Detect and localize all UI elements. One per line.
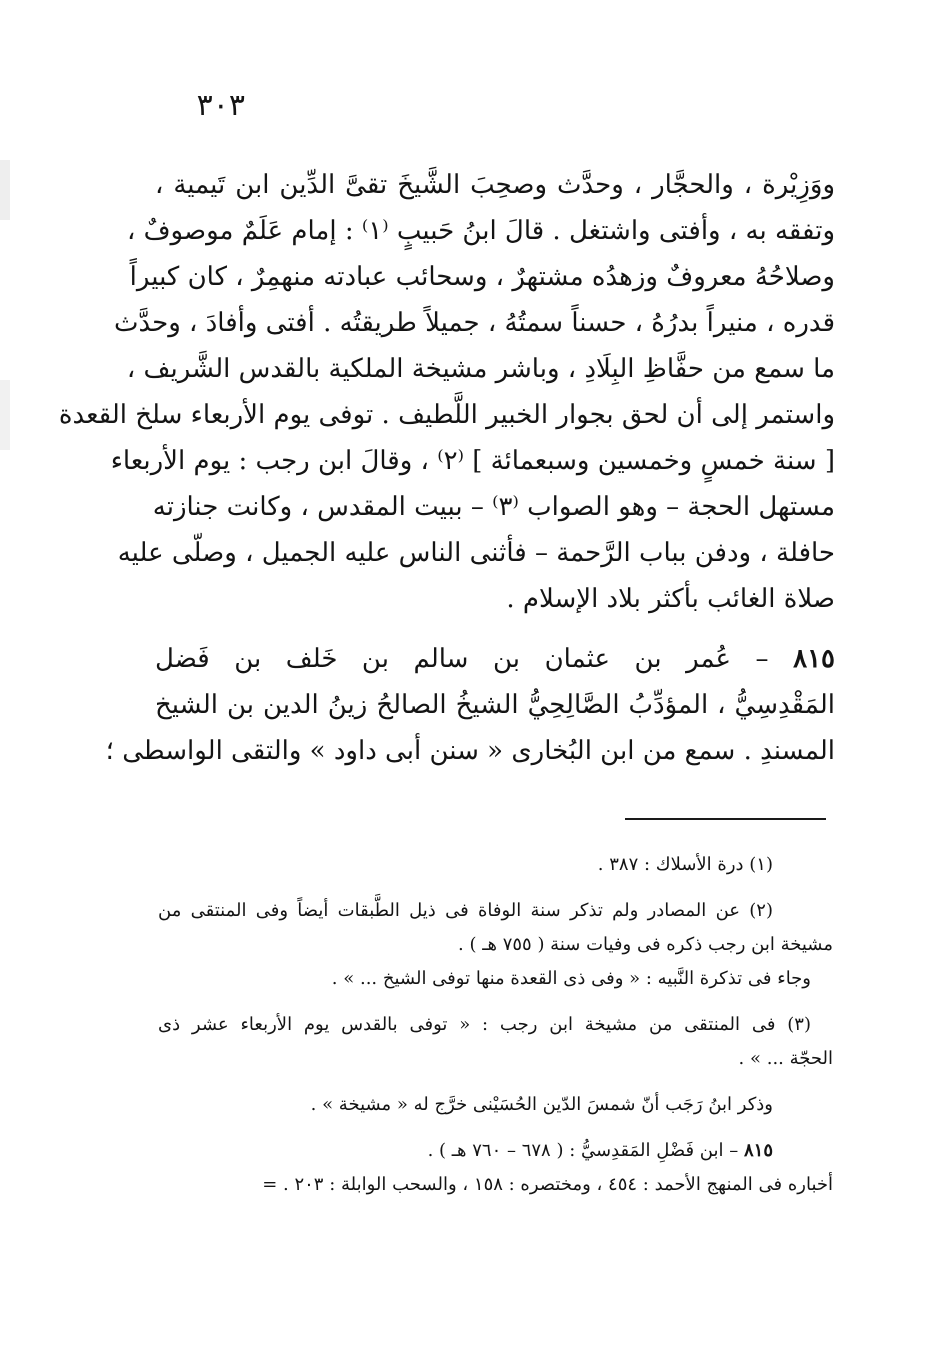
entry-first-line xyxy=(155,636,835,682)
body-line: ما سمع من حفَّاظِ البِلَادِ ، وباشر مشيخة الملكية بالقدس الشَّريف ، xyxy=(126,354,835,384)
body-line: [ سنة خمسٍ وخمسين وسبعمائة ] ⁽٢⁾ ، وقالَ ابن رجب : يوم الأربعاء xyxy=(110,446,835,476)
body-line: حافلة ، ودفن بباب الرَّحمة – فأثنى الناس عليه الجميل ، وصلّى عليه xyxy=(117,538,835,568)
entry-line: المَقْدِسِيُّ ، المؤدِّبُ الصَّالِحِيُّ الشيخُ الصالحُ زينُ الدين بن الشيخ xyxy=(155,690,835,720)
scan-edge-mark xyxy=(0,380,10,450)
page-number: ٣٠٣ xyxy=(196,88,245,123)
footnote-3-line: وذكر ابنُ رَجَب أنّ شمسَ الدّين الحُسَيْنى خرَّج له « مشيخة » . xyxy=(310,1094,773,1115)
body-line: واستمر إلى أن لحق بجوار الخبير اللَّطيف . توفى يوم الأربعاء سلخ القعدة xyxy=(58,400,835,430)
body-line: صلاة الغائب بأكثر بلاد الإسلام . xyxy=(506,584,835,614)
body-line: وصلاحُهُ معروفٌ وزهدُه مشتهرٌ ، وسحائب عبادته منهمِرٌ ، كان كبيراً xyxy=(129,262,835,292)
entry-line: – عُمر بن عثمان بن سالم بن خَلف بن فَضل xyxy=(155,644,769,674)
footnote-gap xyxy=(158,1122,833,1134)
body-line: وتفقه به ، وأفتى واشتغل . قالَ ابنُ حَبيبٍ ⁽١⁾ : إمام عَلَمٌ موصوفٌ ، xyxy=(126,216,835,246)
entry-line: المسندِ . سمع من ابن البُخارى « سنن أبى داود » والتقى الواسطى ؛ xyxy=(105,736,835,766)
footnote-1: (١) درة الأسلاك : ٣٨٧ . xyxy=(597,854,773,875)
footnote-separator xyxy=(625,818,826,820)
footnote-3-line: الحجّة ... » . xyxy=(738,1048,833,1069)
footnote-2-line: (٢) عن المصادر ولم تذكر سنة الوفاة فى ذيل الطَّبقات أيضاً وفى المنتقى من xyxy=(158,900,773,921)
body-line: مستهل الحجة – وهو الصواب ⁽٣⁾ – ببيت المقدس ، وكانت جنازته xyxy=(152,492,835,522)
entry-note-number: ٨١٥ xyxy=(743,1140,773,1161)
entry-sources: أخباره فى المنهج الأحمد : ٤٥٤ ، ومختصره : ١٥٨ ، والسحب الوابلة : ٢٠٣ . = xyxy=(262,1174,833,1195)
paragraph-gap xyxy=(155,622,835,636)
entry-note xyxy=(158,1134,833,1168)
body-line: ووَزِيْرة ، والحجَّار ، وحدَّث وصحِبَ الشَّيخَ تقىَّ الدِّين ابن تَيمية ، xyxy=(155,170,835,200)
entry-number: ٨١٥ xyxy=(793,644,836,674)
footnote-gap xyxy=(158,1076,833,1088)
main-body-text xyxy=(58,162,836,774)
entry-note-text: – ابن فَضْلِ المَقدِسيُّ : ( ٦٧٨ – ٧٦٠ هـ ) . xyxy=(427,1140,739,1161)
footnote-gap xyxy=(158,996,833,1008)
footnote-2-line: مشيخة ابن رجب ذكره فى وفيات سنة ( ٧٥٥ هـ ) . xyxy=(458,934,833,955)
scan-edge-mark xyxy=(0,160,10,220)
body-line: قدره ، منيراً بدرُهُ ، حسناً سمتُهُ ، جميلاً طريقتُه . أفتى وأفادَ ، وحدَّث xyxy=(114,308,835,338)
footnote-3-line: (٣) فى المنتقى من مشيخة ابن رجب : « توفى بالقدس يوم الأربعاء عشر ذى xyxy=(158,1014,811,1035)
footnote-gap xyxy=(158,882,833,894)
footnotes xyxy=(158,848,833,1202)
footnote-2-line: وجاء فى تذكرة النَّبيه : « وفى ذى القعدة منها توفى الشيخ ... » . xyxy=(331,968,811,989)
